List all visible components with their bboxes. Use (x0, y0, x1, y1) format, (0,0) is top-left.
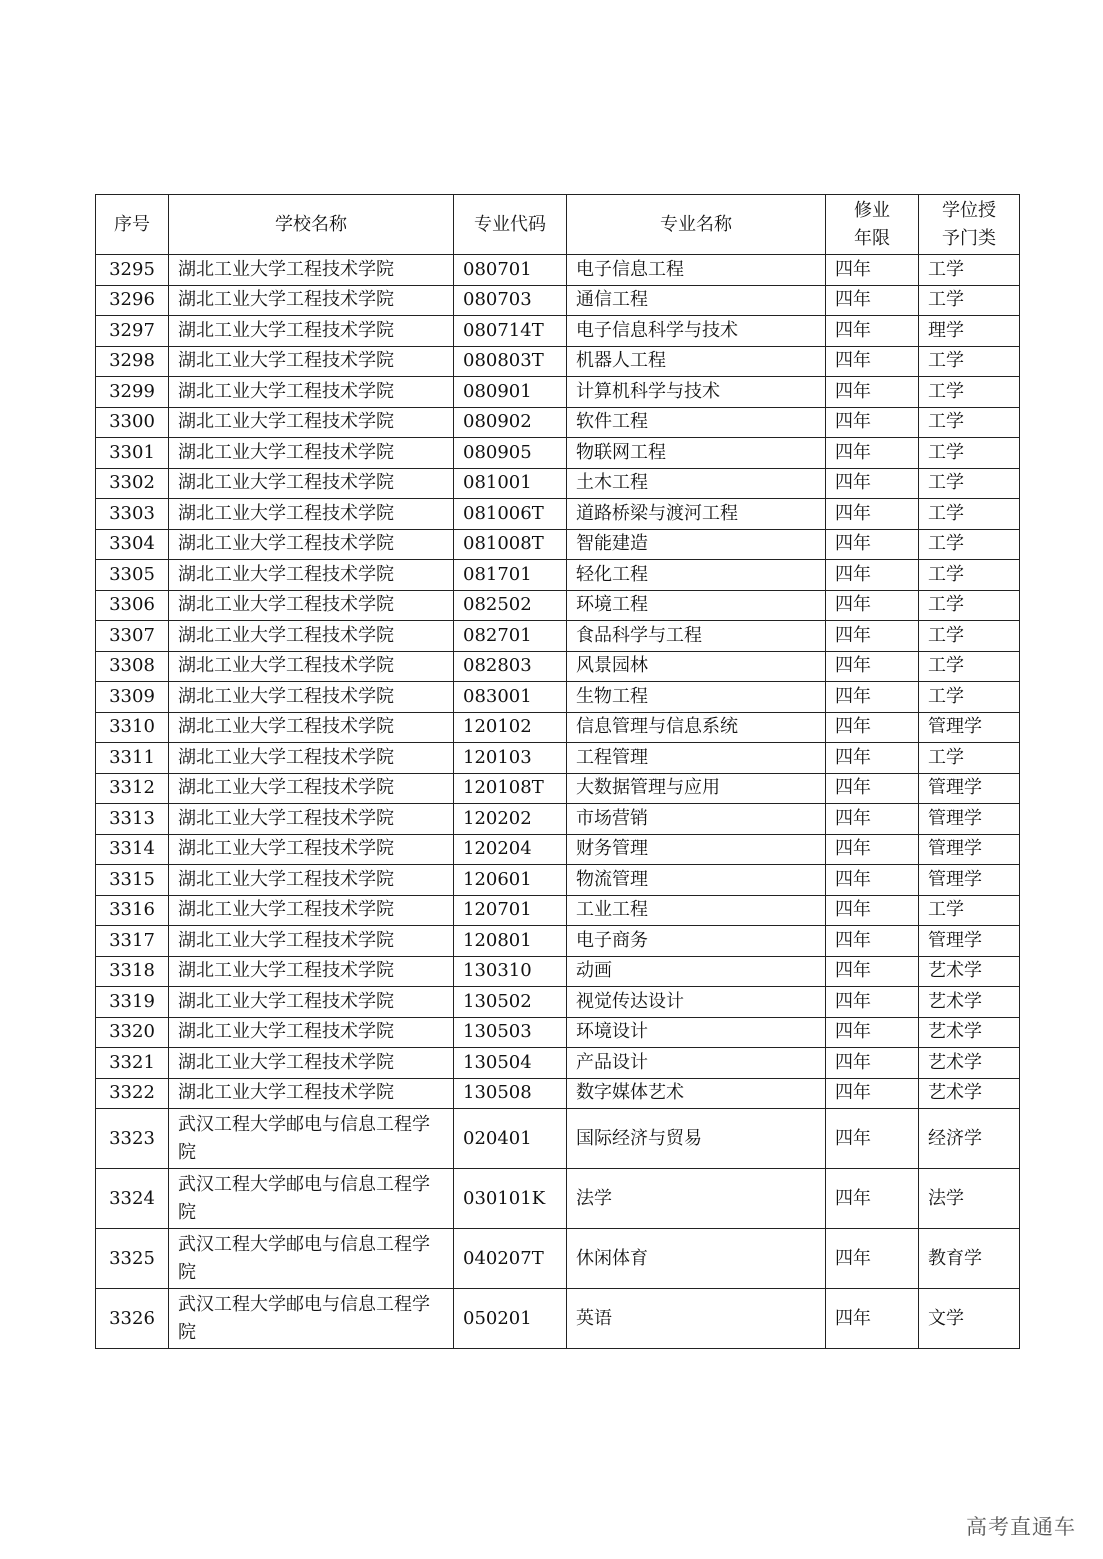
cell-major-name: 物流管理 (567, 865, 826, 896)
cell-degree-category: 工学 (919, 560, 1020, 591)
table-row (96, 926, 1020, 957)
cell-duration: 四年 (826, 682, 919, 713)
cell-major-code: 081001 (454, 468, 567, 499)
cell-major-code: 050201 (454, 1289, 567, 1349)
cell-serial: 3304 (96, 529, 169, 560)
cell-major-code: 080803T (454, 346, 567, 377)
cell-duration: 四年 (826, 956, 919, 987)
cell-serial: 3324 (96, 1169, 169, 1229)
header-serial: 序号 (96, 195, 169, 255)
cell-major-name: 风景园林 (567, 651, 826, 682)
cell-degree-category: 工学 (919, 682, 1020, 713)
cell-duration: 四年 (826, 590, 919, 621)
cell-major-name: 机器人工程 (567, 346, 826, 377)
cell-serial: 3326 (96, 1289, 169, 1349)
cell-serial: 3305 (96, 560, 169, 591)
cell-school: 湖北工业大学工程技术学院 (169, 804, 454, 835)
cell-major-name: 休闲体育 (567, 1229, 826, 1289)
cell-serial: 3315 (96, 865, 169, 896)
cell-duration: 四年 (826, 773, 919, 804)
table-row (96, 407, 1020, 438)
cell-major-code: 081006T (454, 499, 567, 530)
table-row (96, 346, 1020, 377)
cell-duration: 四年 (826, 1169, 919, 1229)
cell-major-code: 130504 (454, 1048, 567, 1079)
cell-major-name: 国际经济与贸易 (567, 1109, 826, 1169)
cell-major-code: 080701 (454, 255, 567, 286)
cell-major-code: 120204 (454, 834, 567, 865)
cell-major-code: 081008T (454, 529, 567, 560)
cell-serial: 3325 (96, 1229, 169, 1289)
cell-school: 湖北工业大学工程技术学院 (169, 773, 454, 804)
cell-major-code: 120102 (454, 712, 567, 743)
table-row (96, 1109, 1020, 1169)
cell-degree-category: 艺术学 (919, 1017, 1020, 1048)
cell-duration: 四年 (826, 377, 919, 408)
cell-duration: 四年 (826, 407, 919, 438)
table-row (96, 956, 1020, 987)
cell-major-name: 轻化工程 (567, 560, 826, 591)
cell-degree-category: 法学 (919, 1169, 1020, 1229)
cell-serial: 3296 (96, 285, 169, 316)
table-row (96, 590, 1020, 621)
cell-duration: 四年 (826, 865, 919, 896)
cell-degree-category: 工学 (919, 621, 1020, 652)
cell-degree-category: 工学 (919, 346, 1020, 377)
cell-school: 湖北工业大学工程技术学院 (169, 560, 454, 591)
cell-major-code: 120108T (454, 773, 567, 804)
cell-degree-category: 管理学 (919, 804, 1020, 835)
table-row (96, 316, 1020, 347)
cell-duration: 四年 (826, 651, 919, 682)
cell-major-name: 土木工程 (567, 468, 826, 499)
cell-serial: 3310 (96, 712, 169, 743)
cell-serial: 3301 (96, 438, 169, 469)
cell-school: 湖北工业大学工程技术学院 (169, 956, 454, 987)
cell-major-name: 生物工程 (567, 682, 826, 713)
cell-major-name: 市场营销 (567, 804, 826, 835)
cell-major-code: 081701 (454, 560, 567, 591)
cell-major-code: 082701 (454, 621, 567, 652)
table-row (96, 560, 1020, 591)
cell-degree-category: 管理学 (919, 712, 1020, 743)
cell-duration: 四年 (826, 560, 919, 591)
cell-duration: 四年 (826, 834, 919, 865)
cell-major-code: 082502 (454, 590, 567, 621)
cell-major-name: 物联网工程 (567, 438, 826, 469)
cell-major-name: 通信工程 (567, 285, 826, 316)
watermark: 高考直通车 (966, 1515, 1076, 1539)
cell-serial: 3306 (96, 590, 169, 621)
cell-major-name: 英语 (567, 1289, 826, 1349)
cell-duration: 四年 (826, 895, 919, 926)
cell-major-name: 软件工程 (567, 407, 826, 438)
cell-degree-category: 管理学 (919, 926, 1020, 957)
cell-degree-category: 工学 (919, 529, 1020, 560)
cell-major-code: 082803 (454, 651, 567, 682)
cell-serial: 3309 (96, 682, 169, 713)
cell-school: 湖北工业大学工程技术学院 (169, 499, 454, 530)
table-row (96, 1048, 1020, 1079)
cell-degree-category: 工学 (919, 407, 1020, 438)
cell-duration: 四年 (826, 438, 919, 469)
cell-major-code: 130502 (454, 987, 567, 1018)
table-row (96, 377, 1020, 408)
cell-major-code: 080901 (454, 377, 567, 408)
cell-major-name: 财务管理 (567, 834, 826, 865)
cell-degree-category: 工学 (919, 499, 1020, 530)
cell-school: 湖北工业大学工程技术学院 (169, 468, 454, 499)
cell-school: 湖北工业大学工程技术学院 (169, 407, 454, 438)
cell-school: 武汉工程大学邮电与信息工程学院 (169, 1289, 454, 1349)
cell-degree-category: 工学 (919, 438, 1020, 469)
cell-duration: 四年 (826, 712, 919, 743)
cell-school: 湖北工业大学工程技术学院 (169, 377, 454, 408)
table-row (96, 438, 1020, 469)
cell-major-code: 080714T (454, 316, 567, 347)
cell-duration: 四年 (826, 1289, 919, 1349)
cell-duration: 四年 (826, 316, 919, 347)
cell-degree-category: 工学 (919, 895, 1020, 926)
cell-duration: 四年 (826, 1048, 919, 1079)
cell-school: 湖北工业大学工程技术学院 (169, 834, 454, 865)
cell-duration: 四年 (826, 987, 919, 1018)
cell-serial: 3319 (96, 987, 169, 1018)
cell-major-code: 120801 (454, 926, 567, 957)
cell-duration: 四年 (826, 285, 919, 316)
cell-major-name: 大数据管理与应用 (567, 773, 826, 804)
cell-degree-category: 艺术学 (919, 1078, 1020, 1109)
cell-serial: 3308 (96, 651, 169, 682)
cell-duration: 四年 (826, 346, 919, 377)
cell-school: 湖北工业大学工程技术学院 (169, 712, 454, 743)
cell-degree-category: 工学 (919, 468, 1020, 499)
cell-school: 湖北工业大学工程技术学院 (169, 1048, 454, 1079)
table-row (96, 1229, 1020, 1289)
cell-degree-category: 艺术学 (919, 987, 1020, 1018)
header-duration: 修业 年限 (826, 195, 919, 255)
table-row (96, 1017, 1020, 1048)
cell-serial: 3303 (96, 499, 169, 530)
cell-school: 湖北工业大学工程技术学院 (169, 865, 454, 896)
cell-major-name: 法学 (567, 1169, 826, 1229)
cell-degree-category: 工学 (919, 255, 1020, 286)
cell-school: 湖北工业大学工程技术学院 (169, 346, 454, 377)
cell-degree-category: 工学 (919, 285, 1020, 316)
cell-major-name: 食品科学与工程 (567, 621, 826, 652)
table-header-row (96, 195, 1020, 255)
table-row (96, 1169, 1020, 1229)
table-row (96, 651, 1020, 682)
table-row (96, 895, 1020, 926)
cell-major-code: 130503 (454, 1017, 567, 1048)
header-school: 学校名称 (169, 195, 454, 255)
cell-serial: 3323 (96, 1109, 169, 1169)
cell-major-code: 040207T (454, 1229, 567, 1289)
table-row (96, 1289, 1020, 1349)
cell-major-code: 020401 (454, 1109, 567, 1169)
cell-major-code: 080905 (454, 438, 567, 469)
cell-school: 湖北工业大学工程技术学院 (169, 438, 454, 469)
cell-duration: 四年 (826, 255, 919, 286)
cell-school: 武汉工程大学邮电与信息工程学院 (169, 1109, 454, 1169)
cell-school: 湖北工业大学工程技术学院 (169, 529, 454, 560)
cell-degree-category: 管理学 (919, 773, 1020, 804)
cell-major-code: 080703 (454, 285, 567, 316)
cell-school: 湖北工业大学工程技术学院 (169, 743, 454, 774)
cell-degree-category: 工学 (919, 743, 1020, 774)
cell-duration: 四年 (826, 1229, 919, 1289)
cell-major-code: 130508 (454, 1078, 567, 1109)
cell-school: 湖北工业大学工程技术学院 (169, 926, 454, 957)
cell-duration: 四年 (826, 804, 919, 835)
cell-major-name: 数字媒体艺术 (567, 1078, 826, 1109)
cell-duration: 四年 (826, 529, 919, 560)
cell-serial: 3318 (96, 956, 169, 987)
cell-major-name: 电子信息科学与技术 (567, 316, 826, 347)
table-row (96, 285, 1020, 316)
table-row (96, 499, 1020, 530)
cell-major-code: 120202 (454, 804, 567, 835)
cell-serial: 3317 (96, 926, 169, 957)
table-row (96, 773, 1020, 804)
cell-major-name: 电子商务 (567, 926, 826, 957)
cell-degree-category: 理学 (919, 316, 1020, 347)
table-row (96, 743, 1020, 774)
cell-serial: 3297 (96, 316, 169, 347)
table-row (96, 255, 1020, 286)
table-row (96, 865, 1020, 896)
cell-duration: 四年 (826, 926, 919, 957)
cell-degree-category: 工学 (919, 651, 1020, 682)
cell-duration: 四年 (826, 468, 919, 499)
cell-serial: 3314 (96, 834, 169, 865)
cell-degree-category: 文学 (919, 1289, 1020, 1349)
cell-serial: 3295 (96, 255, 169, 286)
cell-degree-category: 教育学 (919, 1229, 1020, 1289)
cell-duration: 四年 (826, 1109, 919, 1169)
cell-major-code: 120103 (454, 743, 567, 774)
cell-school: 湖北工业大学工程技术学院 (169, 316, 454, 347)
table-row (96, 987, 1020, 1018)
cell-major-name: 计算机科学与技术 (567, 377, 826, 408)
table-row (96, 804, 1020, 835)
cell-major-name: 环境工程 (567, 590, 826, 621)
cell-school: 湖北工业大学工程技术学院 (169, 255, 454, 286)
header-major-name: 专业名称 (567, 195, 826, 255)
cell-degree-category: 工学 (919, 590, 1020, 621)
table-row (96, 834, 1020, 865)
cell-serial: 3300 (96, 407, 169, 438)
cell-school: 武汉工程大学邮电与信息工程学院 (169, 1229, 454, 1289)
cell-school: 武汉工程大学邮电与信息工程学院 (169, 1169, 454, 1229)
cell-school: 湖北工业大学工程技术学院 (169, 1017, 454, 1048)
cell-serial: 3311 (96, 743, 169, 774)
cell-school: 湖北工业大学工程技术学院 (169, 895, 454, 926)
cell-major-name: 工程管理 (567, 743, 826, 774)
cell-duration: 四年 (826, 499, 919, 530)
table-row (96, 682, 1020, 713)
cell-school: 湖北工业大学工程技术学院 (169, 987, 454, 1018)
cell-major-code: 080902 (454, 407, 567, 438)
cell-major-name: 智能建造 (567, 529, 826, 560)
table-row (96, 1078, 1020, 1109)
cell-serial: 3307 (96, 621, 169, 652)
cell-serial: 3321 (96, 1048, 169, 1079)
cell-major-name: 道路桥梁与渡河工程 (567, 499, 826, 530)
cell-serial: 3313 (96, 804, 169, 835)
table-row (96, 468, 1020, 499)
cell-serial: 3320 (96, 1017, 169, 1048)
cell-duration: 四年 (826, 1078, 919, 1109)
cell-school: 湖北工业大学工程技术学院 (169, 285, 454, 316)
majors-table (95, 194, 1020, 1349)
cell-major-name: 视觉传达设计 (567, 987, 826, 1018)
cell-degree-category: 艺术学 (919, 1048, 1020, 1079)
cell-major-code: 120601 (454, 865, 567, 896)
cell-school: 湖北工业大学工程技术学院 (169, 1078, 454, 1109)
header-major-code: 专业代码 (454, 195, 567, 255)
cell-school: 湖北工业大学工程技术学院 (169, 682, 454, 713)
cell-serial: 3298 (96, 346, 169, 377)
table-row (96, 712, 1020, 743)
cell-major-code: 083001 (454, 682, 567, 713)
cell-serial: 3302 (96, 468, 169, 499)
cell-school: 湖北工业大学工程技术学院 (169, 590, 454, 621)
cell-major-code: 120701 (454, 895, 567, 926)
cell-major-name: 信息管理与信息系统 (567, 712, 826, 743)
cell-school: 湖北工业大学工程技术学院 (169, 621, 454, 652)
cell-duration: 四年 (826, 1017, 919, 1048)
cell-major-name: 产品设计 (567, 1048, 826, 1079)
cell-serial: 3322 (96, 1078, 169, 1109)
cell-major-name: 电子信息工程 (567, 255, 826, 286)
cell-major-name: 工业工程 (567, 895, 826, 926)
cell-major-name: 环境设计 (567, 1017, 826, 1048)
cell-duration: 四年 (826, 621, 919, 652)
cell-serial: 3299 (96, 377, 169, 408)
cell-major-code: 130310 (454, 956, 567, 987)
header-degree-category: 学位授 予门类 (919, 195, 1020, 255)
cell-serial: 3312 (96, 773, 169, 804)
cell-serial: 3316 (96, 895, 169, 926)
cell-degree-category: 艺术学 (919, 956, 1020, 987)
table-row (96, 621, 1020, 652)
cell-school: 湖北工业大学工程技术学院 (169, 651, 454, 682)
cell-degree-category: 工学 (919, 377, 1020, 408)
cell-major-code: 030101K (454, 1169, 567, 1229)
cell-major-name: 动画 (567, 956, 826, 987)
cell-degree-category: 管理学 (919, 834, 1020, 865)
table-row (96, 529, 1020, 560)
cell-degree-category: 管理学 (919, 865, 1020, 896)
cell-degree-category: 经济学 (919, 1109, 1020, 1169)
cell-duration: 四年 (826, 743, 919, 774)
